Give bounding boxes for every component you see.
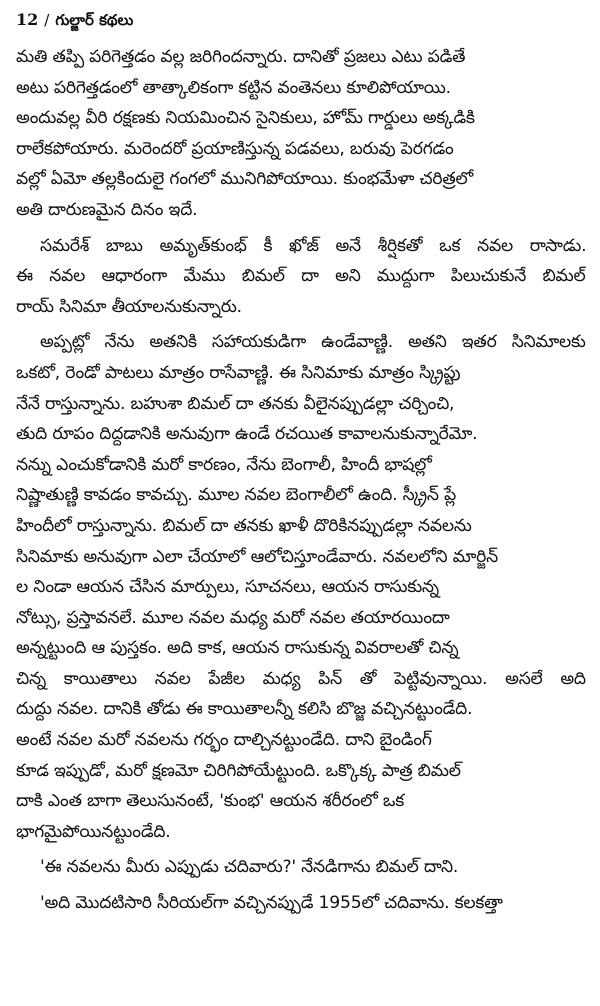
text-line: రాలేకపోయారు. మరెందరో ప్రయాణిస్తున్న పడవలు, బరువు పెరగడం [16, 138, 454, 159]
book-title: గుల్జార్ కథలు [55, 11, 134, 29]
paragraph [16, 231, 586, 323]
text-line: మతి తప్పి పరిగెత్తడం వల్ల జరిగిందన్నారు. దానితో ప్రజలు ఎటు పడితే [16, 47, 466, 67]
text-line: వల్లో ఏమో తల్లకిందులై గంగలో మునిగిపోయాయి. కుంభమేళా చరిత్రలో [16, 169, 474, 190]
text-line: దాకి ఎంత బాగా తెలుసునంటే, 'కుంభ' ఆయన శరీరంలో ఒక [16, 791, 405, 812]
text-line: ఒకటో, రెండో పాటలు మాత్రం రాసేవాణ్ణి. ఈ సినిమాకు మాత్రం స్క్రిప్టు [16, 362, 461, 383]
text-line: దుద్దు నవల. దానికి తోడు ఈ కాయితాలన్నీ కలిసి బొజ్జ వచ్చినట్టుండేది. [16, 699, 473, 720]
page-number: 12 [16, 10, 39, 29]
text-line: 'ఈ నవలను మీరు ఎప్పుడు చదివారు?' నేనడిగాను బిమల్ దాని. [40, 857, 459, 878]
text-line: సమరేశ్ బాబు అమృత్‌కుంభ్ కీ ఖోజ్ అనే శీర్షికతో ఒక నవల రాసాడు. [40, 235, 587, 256]
text-line: అప్పట్లో నేను అతనికి సహాయకుడిగా ఉండేవాణ్ణి. అతని ఇతర సినిమాలకు [40, 332, 586, 353]
text-line: ల నిండా ఆయన చేసిన మార్పులు, సూచనలు, ఆయన రాసుకున్న [16, 577, 439, 598]
text-line: కూడ ఇప్పుడో, మరో క్షణమో చిరిగిపోయేట్టుంది. ఒక్కొక్క పాత్ర బిమల్ [16, 760, 461, 781]
body-text [16, 42, 586, 919]
text-line: తుది రూపం దిద్దడానికి అనువుగా ఉండే రచయిత కావాలనుకున్నారేమో. [16, 424, 478, 445]
running-header [16, 8, 586, 34]
text-line: అటు పరిగెత్తడంలో తాత్కాలికంగా కట్టిన వంతెనలు కూలిపోయాయి. [16, 77, 451, 98]
text-line: నేనే రాస్తున్నాను. బహుశా బిమల్ దా తనకు వీలైనప్పుడల్లా చర్చించి, [16, 393, 455, 414]
paragraph [16, 42, 586, 226]
header-separator: / [44, 11, 50, 29]
text-line: నోట్సు, ప్రస్తావనలే. మూల నవల మధ్య మరో నవల తయారయిందా [16, 607, 450, 628]
text-line: అన్నట్టుంది ఆ పుస్తకం. అది కాక, ఆయన రాసుకున్న వివరాలతో చిన్న [16, 638, 459, 659]
text-line: చిన్న కాయితాలు నవల పేజీల మధ్య పిన్ తో పెట్టివున్నాయి. అసలే అది [16, 668, 586, 689]
text-line: హిందీలో రాస్తున్నాను. బిమల్ దా తనకు ఖాళీ దొరికినప్పుడల్లా నవలను [16, 515, 472, 536]
text-line: నిష్ణాతుణ్ణి కావడం కావచ్చు. మూల నవల బెంగాలీలో ఉంది. స్క్రీన్ ప్లే [16, 485, 457, 506]
text-line: సినిమాకు అనువుగా ఎలా చేయాలో ఆలోచిస్తూండేవారు. నవలలోని మార్జిన్ [16, 546, 498, 567]
paragraph [16, 327, 586, 847]
paragraph [16, 852, 586, 883]
text-line: అంటే నవల మరో నవలను గర్భం దాల్చినట్టుండేది. దాని బైండింగ్ [16, 730, 432, 751]
text-line: రాయ్ సినిమా తీయాలనుకున్నారు. [16, 296, 242, 317]
text-line: అందువల్ల వీరి రక్షణకు నియమించిన సైనికులు, హోమ్ గార్డులు అక్కడికి [16, 108, 475, 129]
paragraph [16, 888, 586, 919]
text-line: ఈ నవల ఆధారంగా మేము బిమల్ దా అని ముద్దుగా పిలుచుకునే బిమల్ [16, 266, 586, 287]
text-line: నన్ను ఎంచుకోడానికి మరో కారణం, నేను బెంగాలీ, హిందీ భాషల్లో [16, 454, 432, 475]
text-line: భాగమైపోయినట్టుండేది. [16, 821, 171, 842]
text-line: అతి దారుణమైన దినం ఇదే. [16, 199, 198, 220]
text-line: 'అది మొదటిసారి సీరియల్‌గా వచ్చినప్పుడే 1955లో చదివాను. కలకత్తా [40, 893, 503, 914]
